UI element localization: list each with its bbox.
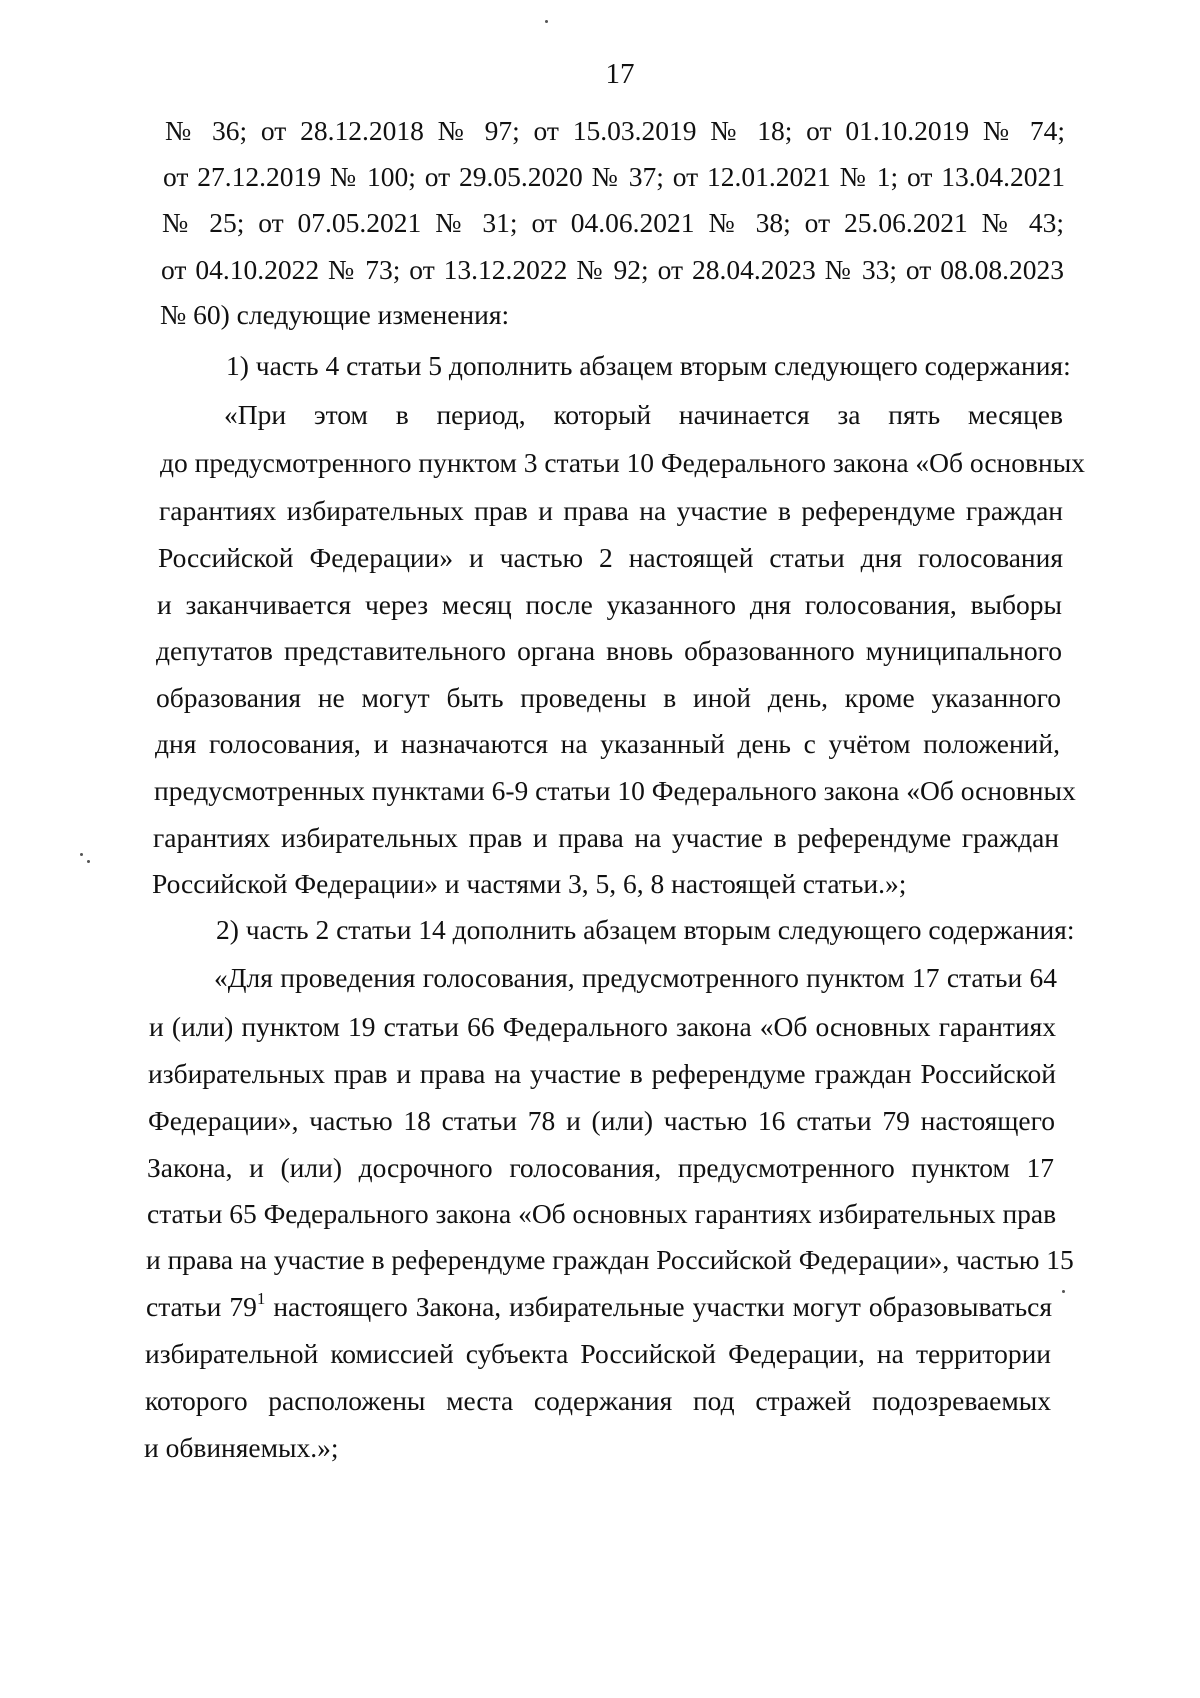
text-line: гарантиях избирательных прав и права на участие в референдуме граждан [159,495,1063,526]
text-line: от 04.10.2022 № 73; от 13.12.2022 № 92; от 28.04.2023 № 33; от 08.08.2023 [161,254,1064,285]
scan-speck [87,860,90,863]
text-line: гарантиях избирательных прав и права на участие в референдуме граждан [153,822,1059,853]
text-line: статьи 65 Федерального закона «Об основных гарантиях избирательных прав [147,1198,1057,1229]
text-line: «Для проведения голосования, предусмотренного пунктом 17 статьи 64 [214,962,1057,993]
superscript: 1 [256,1289,266,1308]
text-fragment: настоящего Закона, избирательные участки могут образовываться [265,1291,1052,1322]
text-line: № 60) следующие изменения: [160,299,510,330]
text-line [146,1290,1052,1324]
text-line: и права на участие в референдуме граждан Российской Федерации», частью 15 [146,1244,1074,1275]
text-line: Российской Федерации» и частью 2 настоящей статьи дня голосования [158,542,1063,573]
text-line: избирательной комиссией субъекта Российской Федерации, на территории [145,1338,1051,1369]
text-line: и обвиняемых.»; [144,1432,339,1463]
list-item-heading: 1) часть 4 статьи 5 дополнить абзацем вторым следующего содержания: [226,350,1071,381]
text-line: дня голосования, и назначаются на указанный день с учётом положений, [155,728,1060,759]
page-number: 17 [605,58,635,90]
scan-speck [1062,1290,1065,1293]
scan-speck [545,20,548,23]
text-line: избирательных прав и права на участие в референдуме граждан Российской [148,1058,1056,1089]
text-line: «При этом в период, который начинается за пять месяцев [224,399,1063,430]
text-line: до предусмотренного пунктом 3 статьи 10 Федерального закона «Об основных [160,447,1085,478]
text-fragment: статьи 79 [146,1291,257,1322]
scan-speck [80,853,83,856]
text-line: от 27.12.2019 № 100; от 29.05.2020 № 37; от 12.01.2021 № 1; от 13.04.2021 [163,161,1065,192]
text-line: которого расположены места содержания под стражей подозреваемых [145,1385,1051,1416]
text-line: предусмотренных пунктами 6-9 статьи 10 Федерального закона «Об основных [154,775,1076,806]
text-line: № 25; от 07.05.2021 № 31; от 04.06.2021 № 38; от 25.06.2021 № 43; [162,207,1064,238]
text-line: Закона, и (или) досрочного голосования, предусмотренного пунктом 17 [147,1152,1054,1183]
text-line: № 36; от 28.12.2018 № 97; от 15.03.2019 № 18; от 01.10.2019 № 74; [165,115,1065,146]
text-line: и (или) пунктом 19 статьи 66 Федерального закона «Об основных гарантиях [149,1011,1056,1042]
text-line: Федерации», частью 18 статьи 78 и (или) частью 16 статьи 79 настоящего [148,1105,1055,1136]
text-line: Российской Федерации» и частями 3, 5, 6, 8 настоящей статьи.»; [152,868,907,899]
list-item-heading: 2) часть 2 статьи 14 дополнить абзацем вторым следующего содержания: [216,914,1075,945]
text-line: депутатов представительного органа вновь образованного муниципального [156,635,1062,666]
text-line: и заканчивается через месяц после указанного дня голосования, выборы [157,589,1062,620]
text-line: образования не могут быть проведены в иной день, кроме указанного [156,682,1061,713]
